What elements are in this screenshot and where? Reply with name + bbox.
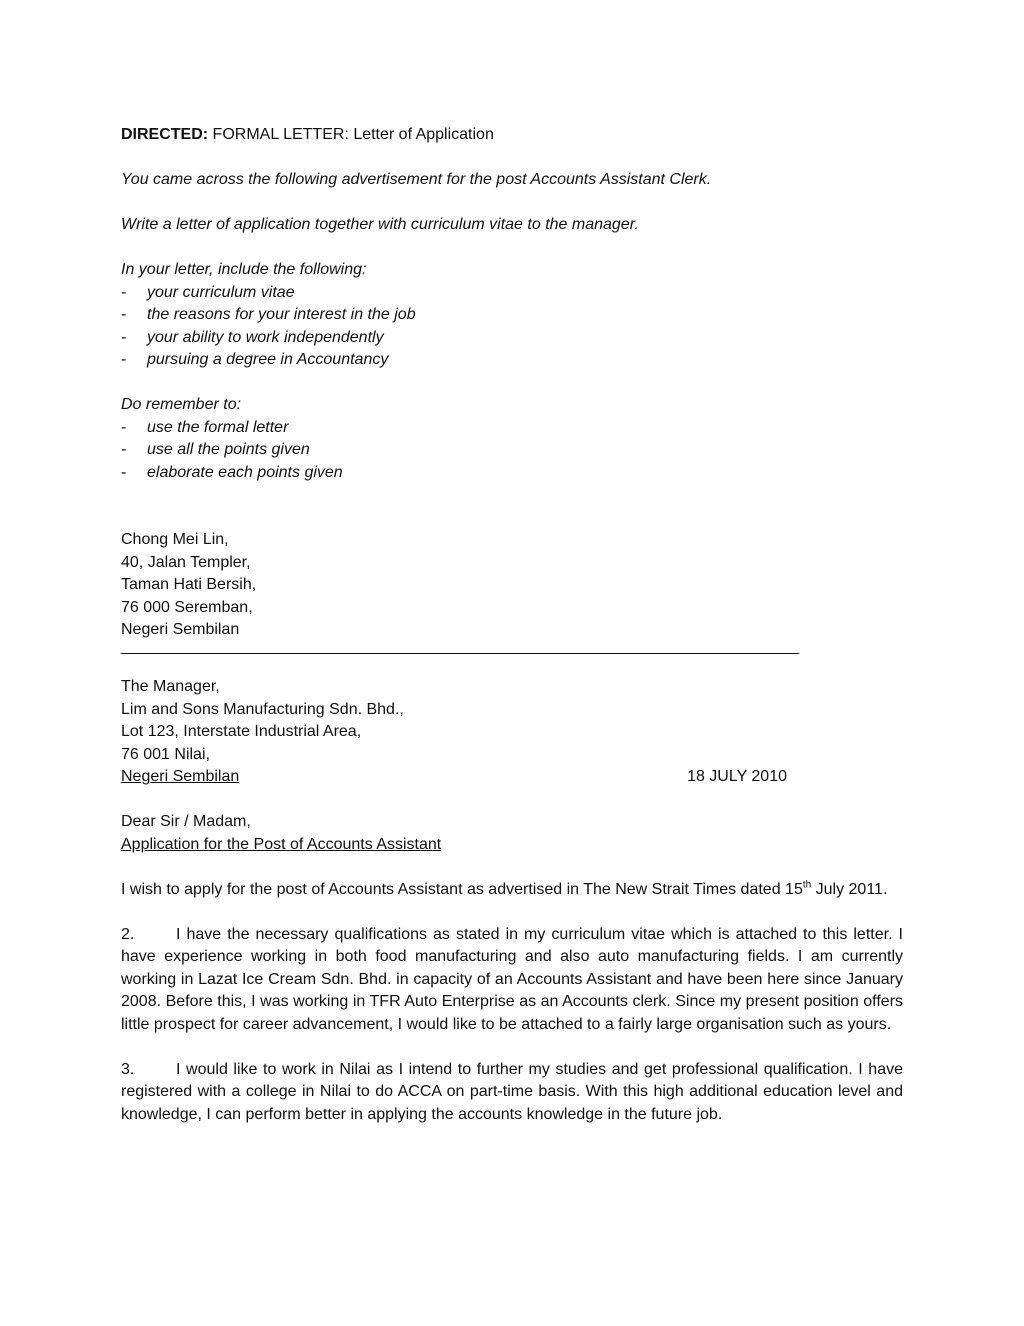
paragraph-number: 2. (121, 925, 135, 943)
letter-date: 18 JULY 2010 (687, 768, 787, 785)
list-item-text: your curriculum vitae (147, 283, 295, 301)
list-dash: - (121, 463, 127, 481)
recipient-address-line: The Manager, (121, 678, 220, 695)
sender-address-line: Taman Hati Bersih, (121, 576, 257, 593)
list-dash: - (121, 328, 127, 346)
list-item-text: the reasons for your interest in the job (147, 306, 416, 323)
list-item-text: use the formal letter (147, 418, 289, 436)
recipient-address-line: Lim and Sons Manufacturing Sdn. Bhd., (121, 700, 404, 718)
recipient-date-row (121, 766, 787, 789)
list-item (121, 304, 903, 327)
paragraph-1-text: I wish to apply for the post of Accounts Assistant as advertised in The New Strait Times dated 15 (121, 880, 803, 898)
recipient-address-line: Negeri Sembilan (121, 768, 240, 785)
paragraph-3 (121, 1059, 903, 1127)
list-dash: - (121, 441, 127, 458)
task-instruction: Write a letter of application together with curriculum vitae to the manager. (121, 216, 639, 233)
list-dash: - (121, 306, 127, 323)
task-heading (121, 124, 903, 147)
letter-subject: Application for the Post of Accounts Assistant (121, 835, 442, 853)
list-item-text: elaborate each points given (147, 463, 343, 481)
list-item (121, 417, 903, 440)
remember-list (121, 417, 903, 485)
ordinal-suffix: th (802, 879, 812, 891)
sender-address-line: Negeri Sembilan (121, 621, 240, 638)
task-intro: You came across the following advertisement for the post Accounts Assistant Clerk. (121, 171, 712, 188)
sender-address-line: 40, Jalan Templer, (121, 553, 251, 571)
task-heading-label: DIRECTED: (121, 126, 209, 143)
list-item (121, 282, 903, 305)
list-item (121, 327, 903, 350)
paragraph-3-text: I would like to work in Nilai as I intend to further my studies and get professional qualification. I have registered with a college in Nilai to do ACCA on part-time basis. With this high additional education level and knowledge, I can perform better in applying the accounts knowledge in the future job. (121, 1060, 903, 1123)
salutation: Dear Sir / Madam, (121, 813, 251, 830)
list-item-text: your ability to work independently (147, 328, 384, 346)
recipient-address (121, 676, 903, 789)
list-item (121, 439, 903, 462)
include-list (121, 282, 903, 372)
paragraph-2-text: I have the necessary qualifications as stated in my curriculum vitae which is attached to this letter. I have experience working in both food manufacturing and also auto manufacturing fields. I am currently working in Lazat Ice Cream Sdn. Bhd. in capacity of an Accounts Assistant and have been here since January 2008. Before this, I was working in TFR Auto Enterprise as an Accounts clerk. Since my present position offers little prospect for career advancement, I would like to be attached to a fairly large organisation such as yours. (121, 925, 903, 1033)
task-heading-text: FORMAL LETTER: Letter of Application (208, 126, 494, 143)
list-item (121, 349, 903, 372)
paragraph-1 (121, 879, 903, 902)
list-dash: - (121, 351, 127, 368)
paragraph-1-end: July 2011. (811, 880, 888, 898)
sender-address-line: Chong Mei Lin, (121, 531, 229, 548)
remember-title: Do remember to: (121, 396, 242, 413)
list-dash: - (121, 418, 127, 436)
list-item (121, 462, 903, 485)
paragraph-number: 3. (121, 1060, 135, 1078)
divider-rule (121, 642, 799, 654)
sender-address (121, 529, 903, 642)
list-dash: - (121, 283, 127, 301)
document-page (121, 124, 903, 1126)
list-item-text: pursuing a degree in Accountancy (147, 351, 389, 368)
recipient-address-line: Lot 123, Interstate Industrial Area, (121, 723, 362, 740)
paragraph-2 (121, 924, 903, 1037)
sender-address-line: 76 000 Seremban, (121, 598, 253, 616)
recipient-address-line: 76 001 Nilai, (121, 745, 210, 763)
include-title: In your letter, include the following: (121, 261, 367, 278)
list-item-text: use all the points given (147, 441, 310, 458)
